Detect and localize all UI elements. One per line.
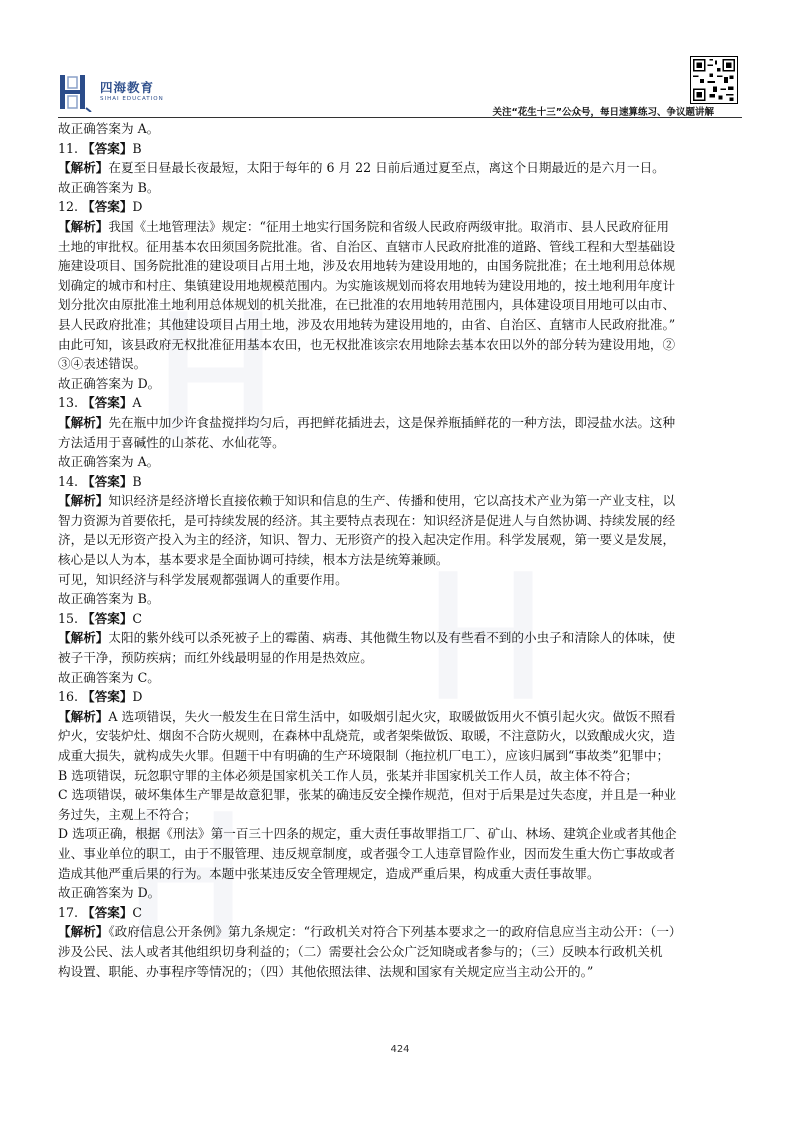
line-text: 务过失，主观上不符合； [58, 806, 197, 822]
analysis-label: 【解析】 [58, 493, 109, 509]
text-line [58, 158, 748, 178]
text-line [58, 668, 748, 688]
text-line [58, 413, 748, 433]
question-number: 12. [58, 199, 83, 215]
line-text: 故正确答案为 D。 [58, 885, 161, 901]
text-line [58, 178, 748, 198]
text-line [58, 197, 748, 217]
question-number: 16. [58, 689, 83, 705]
text-line [58, 335, 748, 355]
question-number: 15. [58, 610, 83, 626]
line-text: 划确定的城市和村庄、集镇建设用地规模范围内。为实施该规划而将农用地转为建设用地的，按土地利用年度计 [58, 277, 676, 293]
qr-code-icon [690, 56, 738, 104]
line-text: C 选项错误，破坏集体生产罪是故意犯罪，张某的确违反安全操作规范，但对于后果是过失态度，并且是一种业 [58, 787, 677, 803]
text-line [58, 570, 748, 590]
analysis-label: 【解析】 [58, 924, 109, 940]
line-text: C [132, 904, 143, 920]
line-text: 故正确答案为 A。 [58, 121, 160, 136]
header-note: 关注“花生十三”公众号，每日速算练习、争议题讲解 [492, 107, 714, 118]
analysis-label: 【解析】 [58, 414, 109, 430]
text-line [58, 883, 748, 903]
text-line [58, 942, 748, 962]
line-text: 造成其他严重后果的行为。本题中张某违反安全管理规定，造成严重后果，构成重大责任事故罪。 [58, 865, 600, 881]
text-line [58, 276, 748, 296]
text-line [58, 962, 748, 982]
answer-label: 【答案】 [82, 689, 133, 705]
line-text: 核心是以人为本，基本要求是全面协调可持续，根本方法是统筹兼顾。 [58, 552, 449, 568]
text-line [58, 491, 748, 511]
text-line [58, 393, 748, 413]
line-text: 构设置、职能、办事程序等情况的；（四）其他依照法律、法规和国家有关规定应当主动公开的。” [58, 963, 594, 979]
line-text: 在夏至日昼最长夜最短，太阳于每年的 6 月 22 日前后通过夏至点，离这个日期最近的是六月一日。 [108, 160, 665, 176]
text-line [58, 472, 748, 492]
question-number: 11. [58, 140, 83, 156]
text-line [58, 256, 748, 276]
text-line [58, 511, 748, 531]
answer-label: 【答案】 [82, 199, 133, 215]
line-text: A [132, 395, 142, 411]
analysis-label: 【解析】 [58, 708, 109, 724]
analysis-label: 【解析】 [58, 218, 109, 234]
question-number: 13. [58, 395, 83, 411]
question-number: 17. [58, 904, 83, 920]
page-number: 424 [390, 1044, 410, 1055]
sihai-logo-icon [58, 72, 92, 112]
line-text: 知识经济是经济增长直接依赖于知识和信息的生产、传播和使用，它以高技术产业为第一产业支柱，以 [108, 493, 676, 509]
text-line [58, 648, 748, 668]
text-line [58, 746, 748, 766]
line-text: 可见，知识经济与科学发展观都强调人的重要作用。 [58, 571, 348, 587]
document-body [58, 119, 748, 981]
text-line [58, 374, 748, 394]
text-line [58, 726, 748, 746]
line-text: 业、事业单位的职工，由于不服管理、违反规章制度，或者强令工人违章冒险作业，因而发生重大伤亡事故或者 [58, 845, 676, 861]
line-text: 故正确答案为 C。 [58, 669, 160, 685]
question-number: 14. [58, 473, 83, 489]
line-text: 成重大损失，就构成失火罪。但题干中有明确的生产环境限制（拖拉机厂电工），应该归属到“事故类”犯罪中； [58, 748, 670, 763]
line-text: B 选项错误，玩忽职守罪的主体必须是国家机关工作人员，张某并非国家机关工作人员，故主体不符合； [58, 767, 638, 783]
answer-label: 【答案】 [82, 140, 133, 156]
text-line [58, 589, 748, 609]
line-text: 方法适用于喜碱性的山茶花、水仙花等。 [58, 434, 285, 450]
line-text: B [132, 473, 142, 489]
text-line [58, 237, 748, 257]
text-line [58, 433, 748, 453]
line-text: 县人民政府批准；其他建设项目占用土地，涉及农用地转为建设用地的，由省、自治区、直辖市人民政府批准。” [58, 316, 676, 332]
line-text: 故正确答案为 D。 [58, 375, 161, 391]
answer-label: 【答案】 [82, 395, 133, 411]
text-line [58, 785, 748, 805]
text-line [58, 315, 748, 335]
text-line [58, 687, 748, 707]
line-text: 施建设项目、国务院批准的建设项目占用土地，涉及农用地转为建设用地的，由国务院批准；在土地利用总体规 [58, 258, 676, 274]
brand-logo [58, 72, 178, 112]
header-divider [58, 117, 742, 118]
line-text: 智力资源为首要依托，是可持续发展的经济。其主要特点表现在：知识经济是促进人与自然协调、持续发展的经 [58, 512, 676, 528]
text-line [58, 354, 748, 374]
text-line [58, 824, 748, 844]
text-line [58, 903, 748, 923]
text-line [58, 452, 748, 472]
line-text: 故正确答案为 B。 [58, 591, 160, 607]
answer-label: 【答案】 [82, 904, 133, 920]
line-text: C [132, 610, 143, 626]
analysis-label: 【解析】 [58, 160, 109, 176]
answer-label: 【答案】 [82, 473, 133, 489]
text-line [58, 864, 748, 884]
line-text: A 选项错误，失火一般发生在日常生活中，如吸烟引起火灾，取暖做饭用火不慎引起火灾。做饭不照看 [108, 708, 676, 724]
line-text: 炉火，安装炉灶、烟囱不合防火规则，在森林中乱烧荒，或者架柴做饭、取暖，不注意防火，以致酿成火灾，造 [58, 728, 676, 744]
line-text: D [132, 199, 143, 215]
logo-name: 四海教育 [100, 80, 155, 95]
line-text: 先在瓶中加少许食盐搅拌均匀后，再把鲜花插进去，这是保养瓶插鲜花的一种方法，即浸盐水法。这种 [108, 414, 676, 430]
line-text: 划分批次由原批准土地利用总体规划的机关批准，在已批准的农用地转用范围内，具体建设项目用地可以由市、 [58, 297, 676, 313]
line-text: 土地的审批权。征用基本农田须国务院批准。省、自治区、直辖市人民政府批准的道路、管线工程和大型基础设 [58, 238, 676, 254]
line-text: 由此可知，该县政府无权批准征用基本农田，也无权批准该宗农用地除去基本农田以外的部分转为建设用地，② [58, 336, 676, 352]
page-header [0, 0, 800, 118]
answer-label: 【答案】 [82, 610, 133, 626]
line-text: B [132, 140, 142, 156]
line-text: 《政府信息公开条例》第九条规定：“行政机关对符合下列基本要求之一的政府信息应当主动公开：（一） [108, 924, 682, 940]
text-line [58, 550, 748, 570]
text-line [58, 628, 748, 648]
line-text: D [132, 689, 143, 705]
text-line [58, 922, 748, 942]
analysis-label: 【解析】 [58, 630, 109, 646]
text-line [58, 609, 748, 629]
line-text: D 选项正确，根据《刑法》第一百三十四条的规定，重大责任事故罪指工厂、矿山、林场、建筑企业或者其他企 [58, 826, 677, 842]
line-text: 涉及公民、法人或者其他组织切身利益的；（二）需要社会公众广泛知晓或者参与的；（三）反映本行政机关机 [58, 943, 663, 959]
text-line [58, 530, 748, 550]
line-text: 故正确答案为 A。 [58, 454, 160, 470]
line-text: 太阳的紫外线可以杀死被子上的霉菌、病毒、其他微生物以及有些看不到的小虫子和清除人的体味，使 [108, 630, 676, 646]
line-text: 故正确答案为 B。 [58, 179, 160, 195]
text-line [58, 766, 748, 786]
text-line [58, 119, 748, 139]
text-line [58, 707, 748, 727]
line-text: 济，是以无形资产投入为主的经济，知识、智力、无形资产的投入起决定作用。科学发展观，第一要义是发展， [58, 532, 676, 548]
line-text: ③④表述错误。 [58, 356, 147, 372]
logo-subtitle: SIHAI EDUCATION [100, 96, 164, 102]
text-line [58, 217, 748, 237]
line-text: 我国《土地管理法》规定：“征用土地实行国务院和省级人民政府两级审批。取消市、县人民政府征用 [108, 218, 669, 234]
line-text: 被子干净，预防疾病；而红外线最明显的作用是热效应。 [58, 650, 373, 666]
text-line [58, 844, 748, 864]
text-line [58, 139, 748, 159]
text-line [58, 805, 748, 825]
text-line [58, 295, 748, 315]
